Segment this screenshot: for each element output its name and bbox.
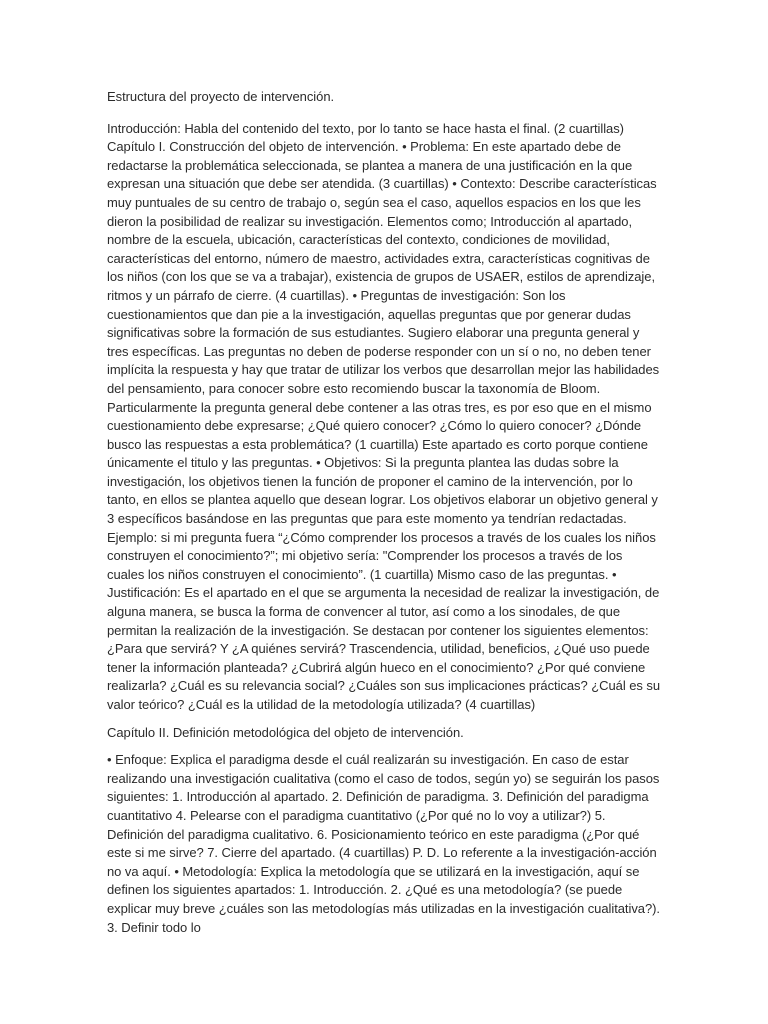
paragraph-chapter-2-heading: Capítulo II. Definición metodológica del objeto de intervención. bbox=[107, 724, 464, 740]
document-title: Estructura del proyecto de intervención. bbox=[107, 89, 335, 104]
paragraph-intro-chapter-1: Introducción: Habla del contenido del texto, por lo tanto se hace hasta el final. (2 cuartillas) Capítulo I. Construcción del objeto de intervención. • Problema: En este apartado debe de redactarse la problemática seleccionada, se plantea a manera de una justificación en la que expresan una situación que debe ser atendida. (3 cuartillas) • Contexto: Describe características muy puntuales de su centro de trabajo o, según sea el caso, aquellos espacios en los que les dieron la posibilidad de realizar su investigación. Elementos como; Introducción al apartado, nombre de la escuela, ubicación, características del contexto, condiciones de movilidad, características del entorno, número de maestro, actividades extra, características cognitivas de los niños (con los que se va a trabajar), existencia de grupos de USAER, estilos de aprendizaje, ritmos y un párrafo de cierre. (4 cuartillas). • Preguntas de investigación: Son los cuestionamientos que dan pie a la investigación, aquellas preguntas que por generar dudas significativas sobre la formación de sus estudiantes. Sugiero elaborar una pregunta general y tres específicas. Las preguntas no deben de poderse responder con un sí o no, no deben tener implícita la respuesta y hay que tratar de utilizar los verbos que desarrollan mejor las habilidades del pensamiento, para conocer sobre esto recomiendo buscar la taxonomía de Bloom. Particularmente la pregunta general debe contener a las otras tres, es por eso que en el mismo cuestionamiento debe expresarse; ¿Qué quiero conocer? ¿Cómo lo quiero conocer? ¿Dónde busco las respuestas a esta problemática? (1 cuartilla) Este apartado es corto porque contiene únicamente el titulo y las preguntas. • Objetivos: Si la pregunta plantea las dudas sobre la investigación, los objetivos tienen la función de proponer el camino de la intervención, por lo tanto, en ellos se plantea aquello que desean lograr. Los objetivos elaborar un objetivo general y 3 específicos basándose en las preguntas que para este momento ya tendrían redactadas. Ejemplo: si mi pregunta fuera “¿Cómo comprender los procesos a través de los cuales los niños construyen el conocimiento?”; mi objetivo sería: "Comprender los procesos a través de los cuales los niños construyen el conocimiento”. (1 cuartilla) Mismo caso de las preguntas. • Justificación: Es el apartado en el que se argumenta la necesidad de realizar la investigación, de alguna manera, se busca la forma de convencer al tutor, así como a los sinodales, de que permitan la realización de la investigación. Se destacan por contener los siguientes elementos: ¿Para que servirá? Y ¿A quiénes servirá? Trascendencia, utilidad, beneficios, ¿Qué uso puede tener la información planteada? ¿Cubrirá algún hueco en el conocimiento? ¿Por qué conviene realizarla? ¿Cuál es su relevancia social? ¿Cuáles son sus implicaciones prácticas? ¿Cuál es su valor teórico? ¿Cuál es la utilidad de la metodología utilizada? (4 cuartillas) bbox=[107, 120, 661, 712]
paragraph-enfoque-metodologia: • Enfoque: Explica el paradigma desde el cuál realizarán su investigación. En caso de estar realizando una investigación cualitativa (como el caso de todos, según yo) se seguirán los pasos siguientes: 1. Introducción al apartado. 2. Definición de paradigma. 3. Definición del paradigma cuantitativo 4. Pelearse con el paradigma cuantitativo (¿Por qué no lo voy a utilizar?) 5. Definición del paradigma cualitativo. 6. Posicionamiento teórico en este paradigma (¿Por qué este si me sirve? 7. Cierre del apartado. (4 cuartillas) P. D. Lo referente a la investigación-acción no va aquí. • Metodología: Explica la metodología que se utilizará en la investigación, aquí se definen los siguientes apartados: 1. Introducción. 2. ¿Qué es una metodología? (se puede explicar muy breve ¿cuáles son las metodologías más utilizadas en la investigación cualitativa?). 3. Definir todo lo bbox=[107, 752, 660, 935]
document-body bbox=[107, 88, 663, 946]
